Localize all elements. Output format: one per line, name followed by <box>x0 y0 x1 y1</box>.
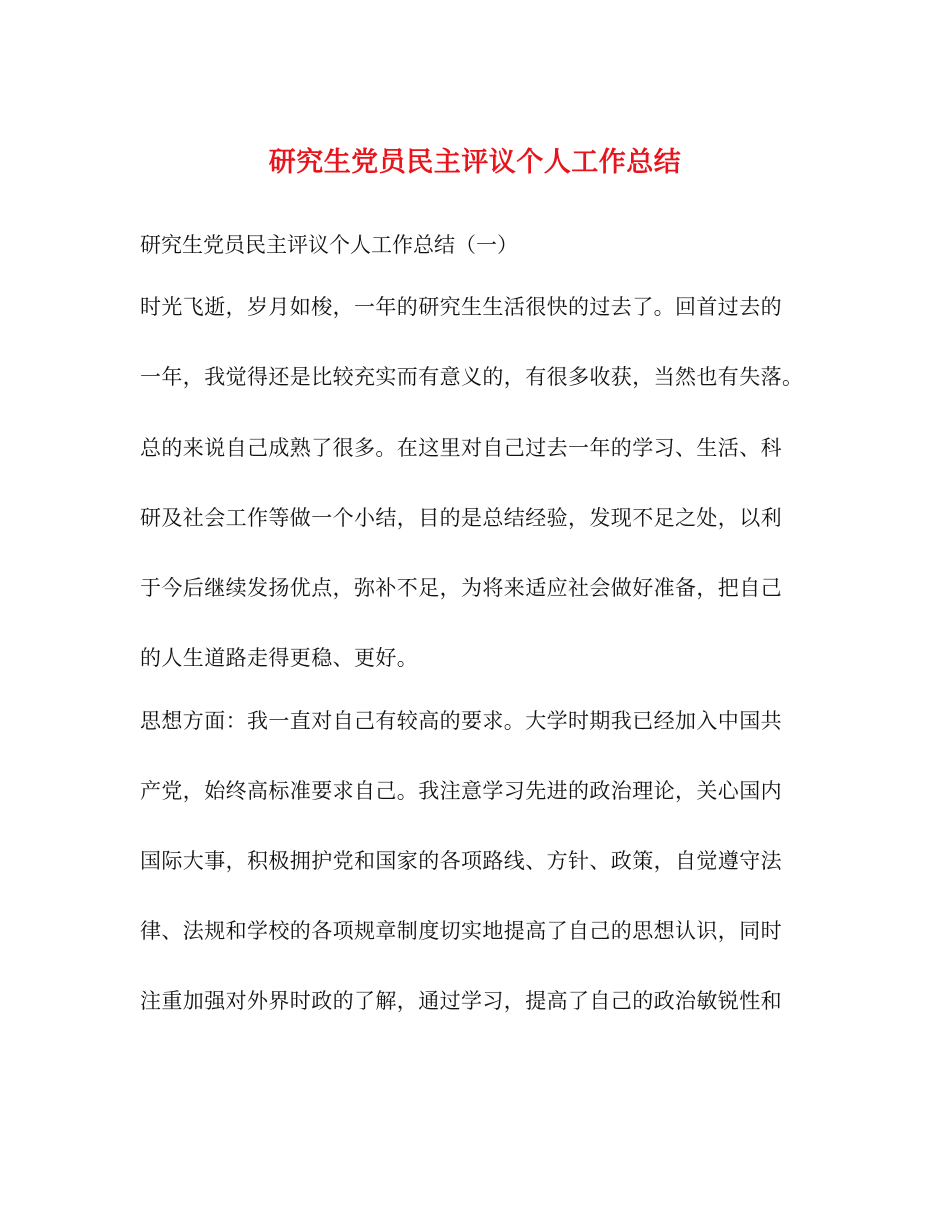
text-line: 于今后继续发扬优点，弥补不足，为将来适应社会做好准备，把自己 <box>140 576 782 600</box>
text-line: 产党，始终高标准要求自己。我注意学习先进的政治理论，关心国内 <box>140 779 782 803</box>
text-line: 思想方面：我一直对自己有较高的要求。大学时期我已经加入中国共 <box>140 709 782 733</box>
text-line: 时光飞逝，岁月如梭，一年的研究生生活很快的过去了。回首过去的 <box>140 295 782 319</box>
text-line: 总的来说自己成熟了很多。在这里对自己过去一年的学习、生活、科 <box>140 436 782 460</box>
text-line: 的人生道路走得更稳、更好。 <box>140 646 419 670</box>
text-line: 律、法规和学校的各项规章制度切实地提高了自己的思想认识，同时 <box>140 919 782 943</box>
text-line: 一年，我觉得还是比较充实而有意义的，有很多收获，当然也有失落。 <box>140 365 804 389</box>
text-line: 国际大事，积极拥护党和国家的各项路线、方针、政策，自觉遵守法 <box>140 849 782 873</box>
document-title: 研究生党员民主评议个人工作总结 <box>268 147 682 178</box>
section-heading: 研究生党员民主评议个人工作总结（一） <box>140 233 518 257</box>
text-line: 研及社会工作等做一个小结，目的是总结经验，发现不足之处，以利 <box>140 506 782 530</box>
text-line: 注重加强对外界时政的了解，通过学习，提高了自己的政治敏锐性和 <box>140 989 782 1013</box>
